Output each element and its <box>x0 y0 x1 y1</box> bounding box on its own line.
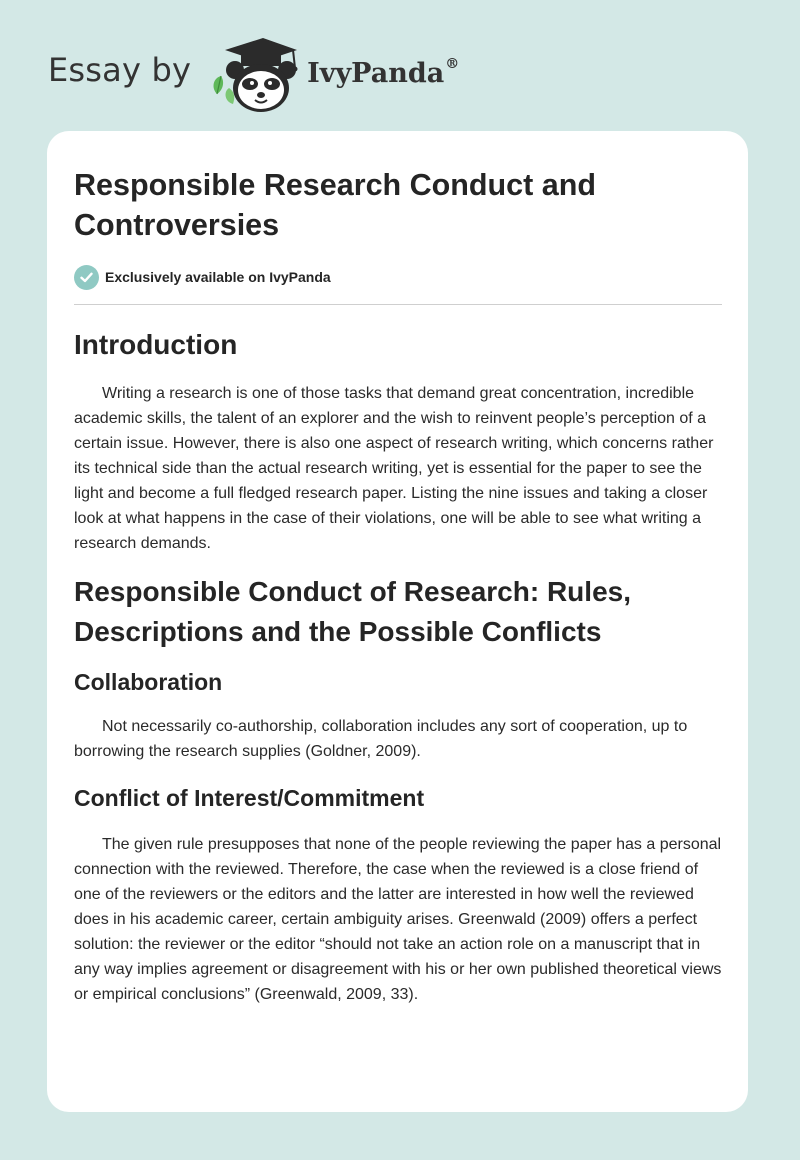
essay-by-label: Essay by <box>48 51 192 89</box>
subsection-heading-conflict-of-interest: Conflict of Interest/Commitment <box>74 785 425 811</box>
title-divider <box>74 304 722 305</box>
exclusive-badge <box>74 264 722 290</box>
article-card <box>47 131 748 1112</box>
section-heading-responsible-conduct: Responsible Conduct of Research: Rules, Descriptions and the Possible Conflicts <box>74 576 631 647</box>
site-header <box>48 34 459 114</box>
brand-name[interactable]: IvyPanda® <box>307 55 460 89</box>
paragraph-collaboration: Not necessarily co-authorship, collaboration includes any sort of cooperation, up to borrowing the research supplies (Goldner, 2009). <box>74 718 688 760</box>
check-icon <box>74 265 99 290</box>
paragraph-conflict-of-interest: The given rule presupposes that none of the people reviewing the paper has a personal connection with the reviewed. Therefore, the case when the reviewed is a close friend of one of the reviewers or the editors and the latter are interested in how well the reviewed does in his academic career, certain ambiguity arises. Greenwald (2009) offers a perfect solution: the reviewer or the editor “should not take an action role on a manuscript that in any way implies agreement or disagreement with his or her own published theoretical views or empirical conclusions” (Greenwald, 2009, 33). <box>74 836 722 1003</box>
paragraph-introduction: Writing a research is one of those tasks that demand great concentration, incredible academic skills, the talent of an explorer and the wish to reinvent people’s perception of a certain issue. However, there is also one aspect of research writing, which concerns rather its technical side than the actual research writing, yet is essential for the paper to see the light and become a full fledged research paper. Listing the nine issues and taking a closer look at what happens in the case of their violations, one will be able to see what writing a research demands. <box>74 385 714 552</box>
exclusive-badge-label: Exclusively available on IvyPanda <box>105 269 331 285</box>
page-title: Responsible Research Conduct and Controversies <box>74 168 596 242</box>
panda-logo-icon[interactable] <box>205 34 301 114</box>
section-heading-introduction: Introduction <box>74 329 238 360</box>
registered-mark: ® <box>445 55 460 72</box>
subsection-heading-collaboration: Collaboration <box>74 669 223 695</box>
